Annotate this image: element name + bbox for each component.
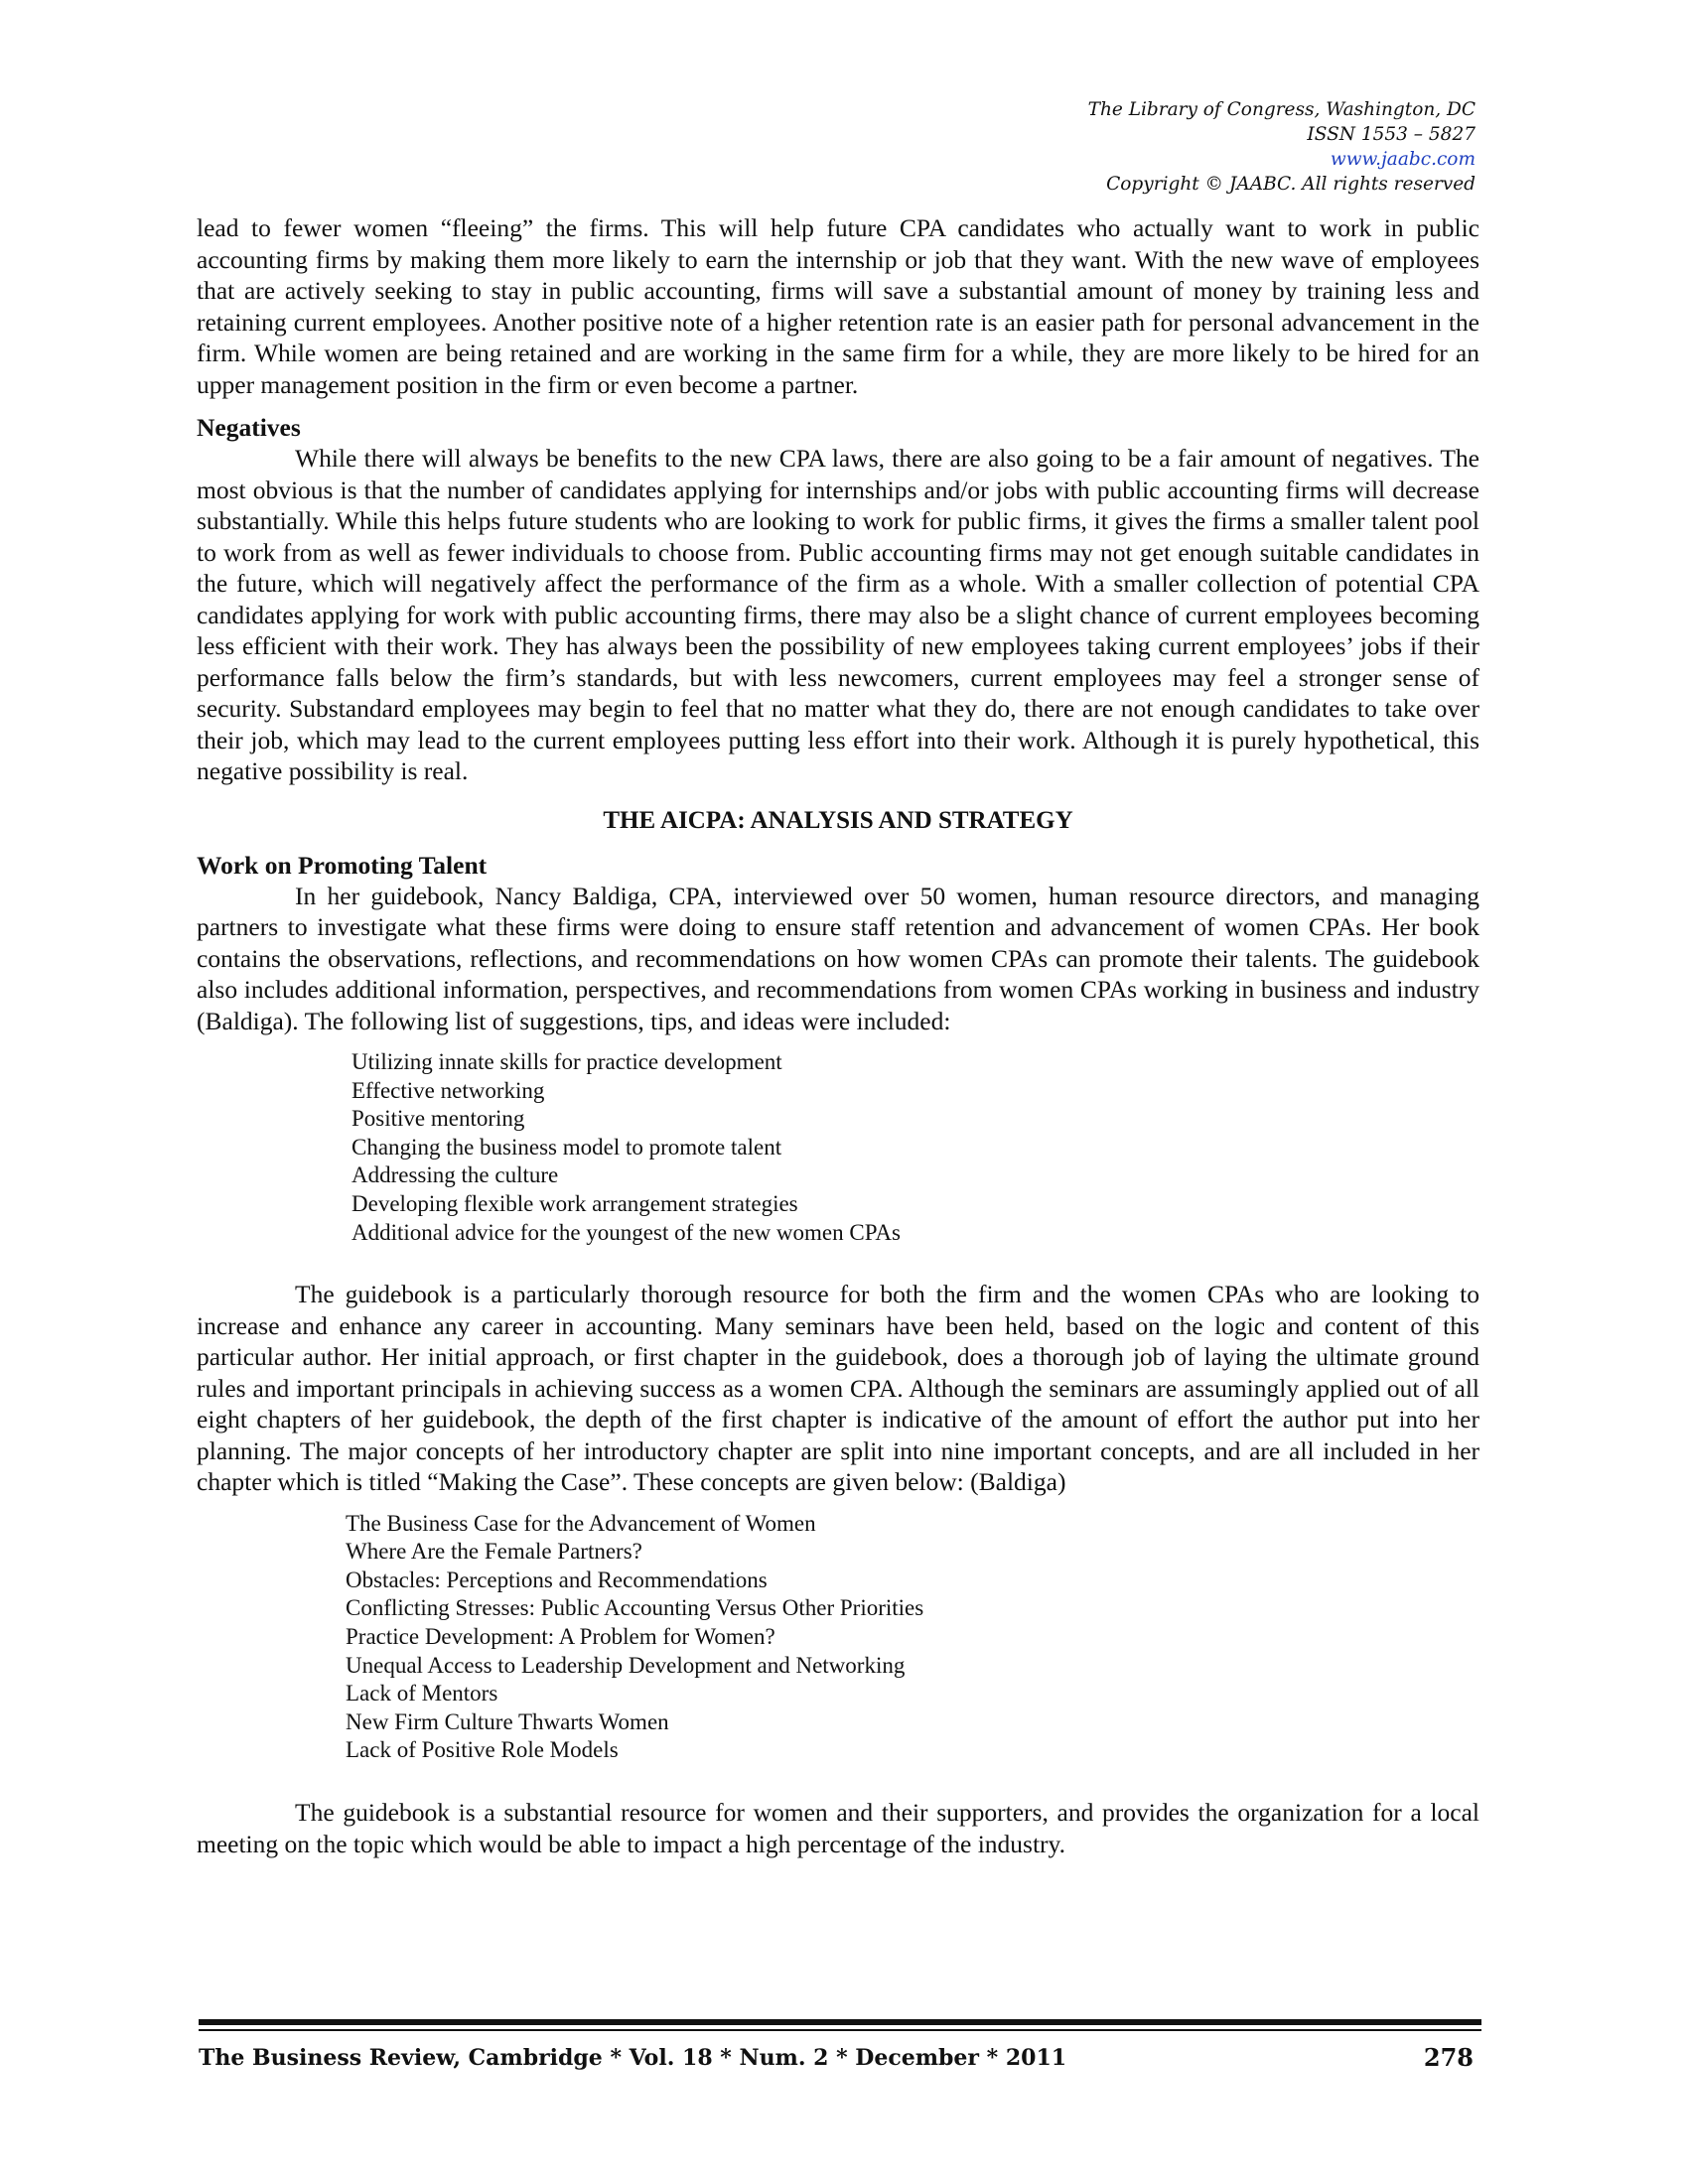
article-body [197,212,1479,1859]
list-item: Developing flexible work arrangement strategies [352,1190,798,1216]
footer-rule-thin [199,2029,1481,2031]
footer-journal-citation: The Business Review, Cambridge * Vol. 18 * Num. 2 * December * 2011 [199,2045,1067,2071]
header-library-line: The Library of Congress, Washington, DC [1087,99,1476,120]
paragraph-guidebook-resource: The guidebook is a substantial resource for women and their supporters, and provides the organization for a local meeting on the topic which would be able to impact a high percentage of the industry. [197,1798,1479,1858]
list-item: Conflicting Stresses: Public Accounting Versus Other Priorities [346,1595,924,1621]
heading-promoting-talent: Work on Promoting Talent [197,850,488,880]
concepts-list [346,1510,1479,1765]
footer-rule-thick [199,2019,1481,2025]
list-item: Addressing the culture [352,1162,559,1188]
section-heading-aicpa: THE AICPA: ANALYSIS AND STRATEGY [603,806,1073,834]
list-item: Positive mentoring [352,1106,525,1132]
list-item: Where Are the Female Partners? [346,1539,642,1565]
header-issn-line: ISSN 1553 – 5827 [1307,124,1476,145]
running-header [1088,97,1476,197]
paragraph-continuation: lead to fewer women “fleeing” the firms. This will help future CPA candidates who actually want to work in public accounting firms by making them more likely to earn the internship or job that they want. With the new wave of employees that are actively seeking to stay in public accounting, firms will save a substantial amount of money by training less and retaining current employees. Another positive note of a higher retention rate is an easier path for personal advancement in the firm. While women are being retained and are working in the same firm for a while, they are more likely to be hired for an upper management position in the firm or even become a partner. [197,213,1479,399]
list-item: Lack of Positive Role Models [346,1737,619,1763]
list-item: Practice Development: A Problem for Women? [346,1624,775,1650]
list-item: Effective networking [352,1077,545,1103]
list-item: Utilizing innate skills for practice development [352,1049,782,1074]
list-item: Unequal Access to Leadership Development and Networking [346,1652,906,1678]
list-item: Changing the business model to promote talent [352,1134,782,1160]
suggestions-list [352,1048,1479,1247]
list-item: Additional advice for the youngest of the new women CPAs [352,1219,901,1245]
list-item: New Firm Culture Thwarts Women [346,1708,669,1734]
paragraph-guidebook-intro: In her guidebook, Nancy Baldiga, CPA, interviewed over 50 women, human resource directors, and managing partners to investigate what these firms were doing to ensure staff retention and advancement of women CPAs. Her book contains the observations, reflections, and recommendations on how women CPAs can promote their talents. The guidebook also includes additional information, perspectives, and recommendations from women CPAs working in business and industry (Baldiga). The following list of suggestions, tips, and ideas were included: [197,881,1479,1035]
list-item: Obstacles: Perceptions and Recommendations [346,1567,768,1592]
paragraph-negatives: While there will always be benefits to the new CPA laws, there are also going to be a fair amount of negatives. The most obvious is that the number of candidates applying for internships and/or jobs with public accounting firms will decrease substantially. While this helps future students who are looking to work for public firms, it gives the firms a smaller talent pool to work from as well as fewer individuals to choose from. Public accounting firms may not get enough suitable candidates in the future, which will negatively affect the performance of the firm as a whole. With a smaller collection of potential CPA candidates applying for work with public accounting firms, there may also be a slight chance of current employees becoming less efficient with their work. They has always been the possibility of new employees taking current employees’ jobs if their performance falls below the firm’s standards, but with less newcomers, current employees may feel a stronger sense of security. Substandard employees may begin to feel that no matter what they do, there are not enough candidates to take over their job, which may lead to the current employees putting less effort into their work. Although it is purely hypothetical, this negative possibility is real. [197,444,1479,785]
page-number: 278 [1423,2043,1474,2072]
header-website-link[interactable]: www.jaabc.com [1330,149,1476,170]
list-item: Lack of Mentors [346,1681,498,1706]
heading-negatives: Negatives [197,413,301,442]
list-item: The Business Case for the Advancement of Women [346,1510,816,1536]
running-footer [199,2043,1481,2073]
header-copyright-line: Copyright © JAABC. All rights reserved [1106,174,1476,195]
paragraph-guidebook-thorough: The guidebook is a particularly thorough resource for both the firm and the women CPAs who are looking to increase and enhance any career in accounting. Many seminars have been held, based on the logic and content of this particular author. Her initial approach, or first chapter in the guidebook, does a thorough job of laying the ultimate ground rules and important principals in achieving success as a women CPA. Although the seminars are assumingly applied out of all eight chapters of her guidebook, the depth of the first chapter is indicative of the amount of effort the author put into her planning. The major concepts of her introductory chapter are split into nine important concepts, and are all included in her chapter which is titled “Making the Case”. These concepts are given below: (Baldiga) [197,1280,1479,1497]
